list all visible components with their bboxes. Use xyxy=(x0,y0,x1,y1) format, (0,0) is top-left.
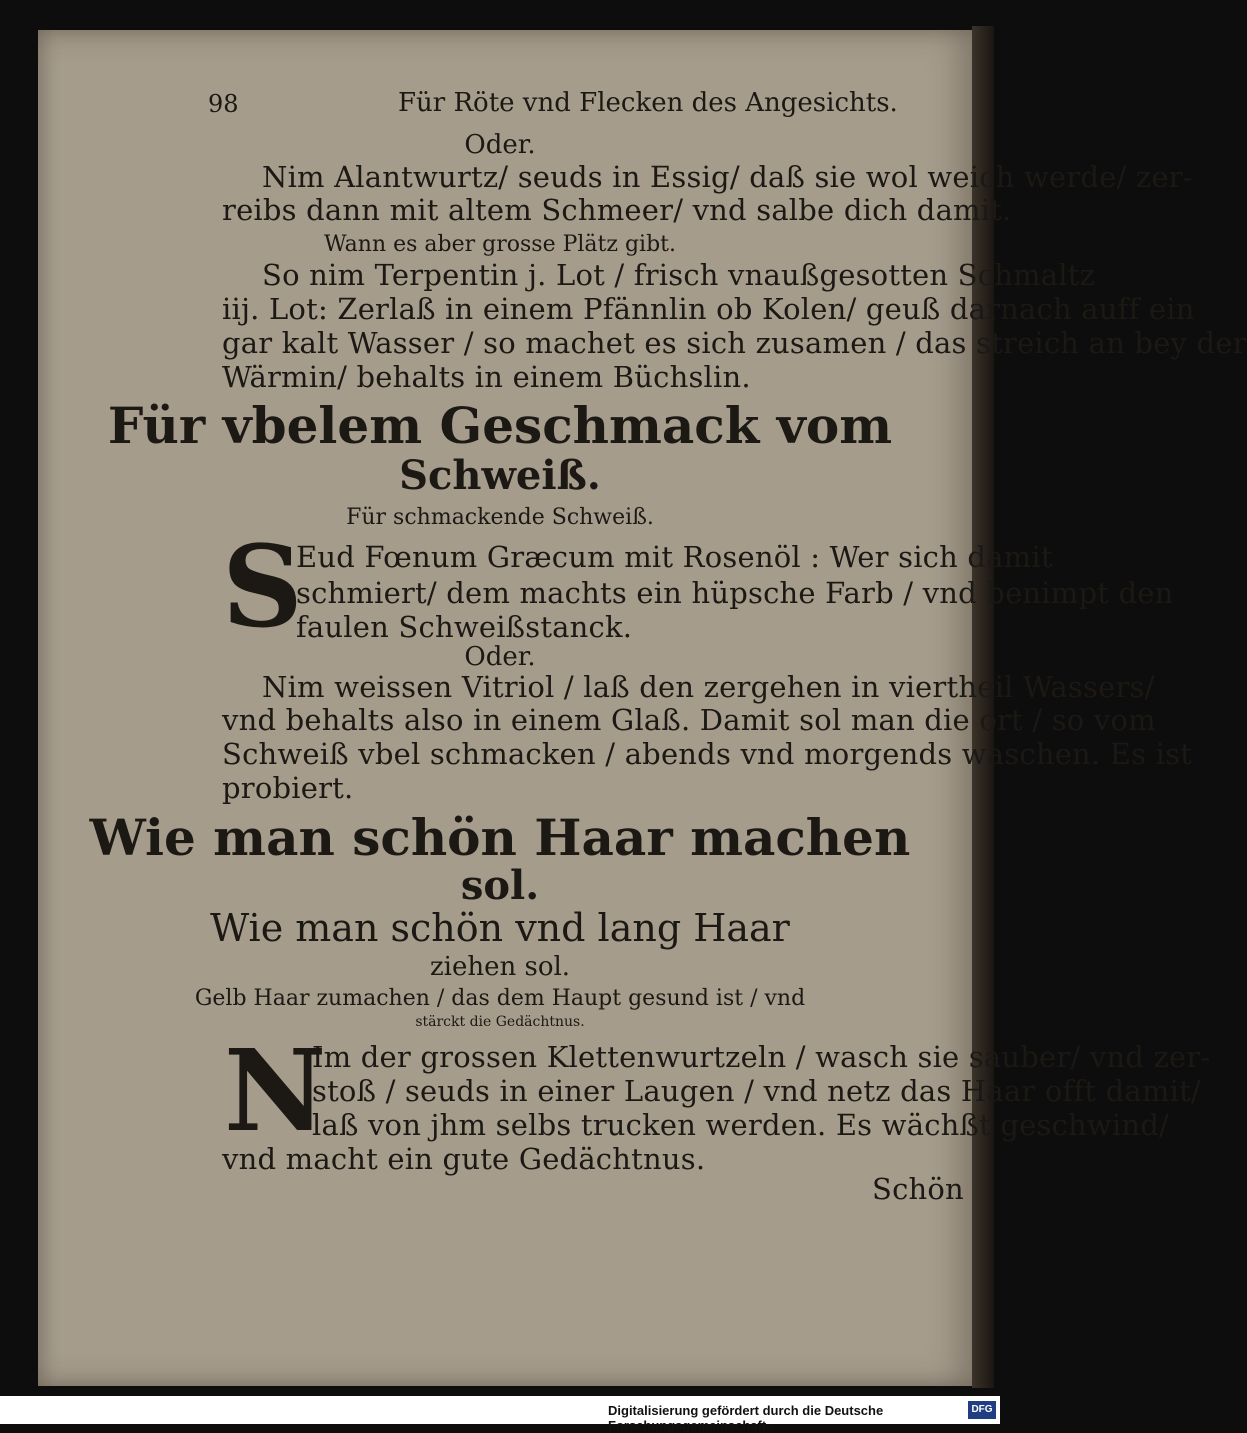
section-heading: Für vbelem Geschmack vom xyxy=(107,396,893,455)
running-header: Für Röte vnd Flecken des Angesichts. xyxy=(398,88,898,118)
subheading: Gelb Haar zumachen / das dem Haupt gesund ist / vnd xyxy=(194,986,806,1011)
body-line: So nim Terpentin j. Lot / frisch vnaußgesotten Schmaltz xyxy=(262,258,1096,292)
page-number: 98 xyxy=(208,90,239,118)
subheading: Für schmackende Schweiß. xyxy=(346,505,654,530)
body-line: reibs dann mit altem Schmeer/ vnd salbe dich damit. xyxy=(222,193,1012,227)
body-line: gar kalt Wasser / so machet es sich zusamen / das streich an bey der xyxy=(222,326,1247,360)
body-line: iij. Lot: Zerlaß in einem Pfännlin ob Kolen/ geuß darnach auff ein xyxy=(222,292,1195,326)
oder-label: Oder. xyxy=(464,642,536,672)
dfg-logo-icon: DFG xyxy=(968,1401,996,1419)
body-line: laß von jhm selbs trucken werden. Es wächßt geschwind/ xyxy=(312,1108,1169,1142)
body-line: Nim weissen Vitriol / laß den zergehen in viertheil Wassers/ xyxy=(262,670,1155,704)
body-line: Wärmin/ behalts in einem Büchslin. xyxy=(222,360,751,394)
section-heading: sol. xyxy=(460,862,540,909)
sub-heading: Wie man schön vnd lang Haar xyxy=(210,906,790,950)
body-line: vnd macht ein gute Gedächtnus. xyxy=(222,1142,706,1176)
drop-cap: S xyxy=(222,522,303,653)
drop-cap: N xyxy=(224,1026,327,1157)
section-heading: Schweiß. xyxy=(399,452,601,499)
section-heading: Wie man schön Haar machen xyxy=(89,808,911,867)
oder-label: Oder. xyxy=(464,130,536,160)
sub-heading: ziehen sol. xyxy=(429,952,571,982)
body-line: schmiert/ dem machts ein hüpsche Farb / vnd benimpt den xyxy=(296,576,1174,610)
body-line: vnd behalts also in einem Glaß. Damit sol man die ort / so vom xyxy=(222,703,1156,737)
body-line: Eud Fœnum Græcum mit Rosenöl : Wer sich damit xyxy=(296,540,1053,574)
body-line: faulen Schweißstanck. xyxy=(296,610,633,644)
subheading: Wann es aber grosse Plätz gibt. xyxy=(323,232,677,257)
body-line: stoß / seuds in einer Laugen / vnd netz das Haar offt damit/ xyxy=(312,1074,1201,1108)
body-line: Schweiß vbel schmacken / abends vnd morgends waschen. Es ist xyxy=(222,737,1193,771)
body-line: Nim Alantwurtz/ seuds in Essig/ daß sie wol weich werde/ zer- xyxy=(262,160,1193,194)
body-line: probiert. xyxy=(222,771,354,805)
body-line: Im der grossen Klettenwurtzeln / wasch sie sauber/ vnd zer- xyxy=(312,1040,1211,1074)
footer-credit: Digitalisierung gefördert durch die Deutsche Forschungsgemeinschaft - xyxy=(608,1403,884,1433)
subheading: stärckt die Gedächtnus. xyxy=(415,1014,585,1030)
catchword: Schön xyxy=(872,1172,964,1206)
